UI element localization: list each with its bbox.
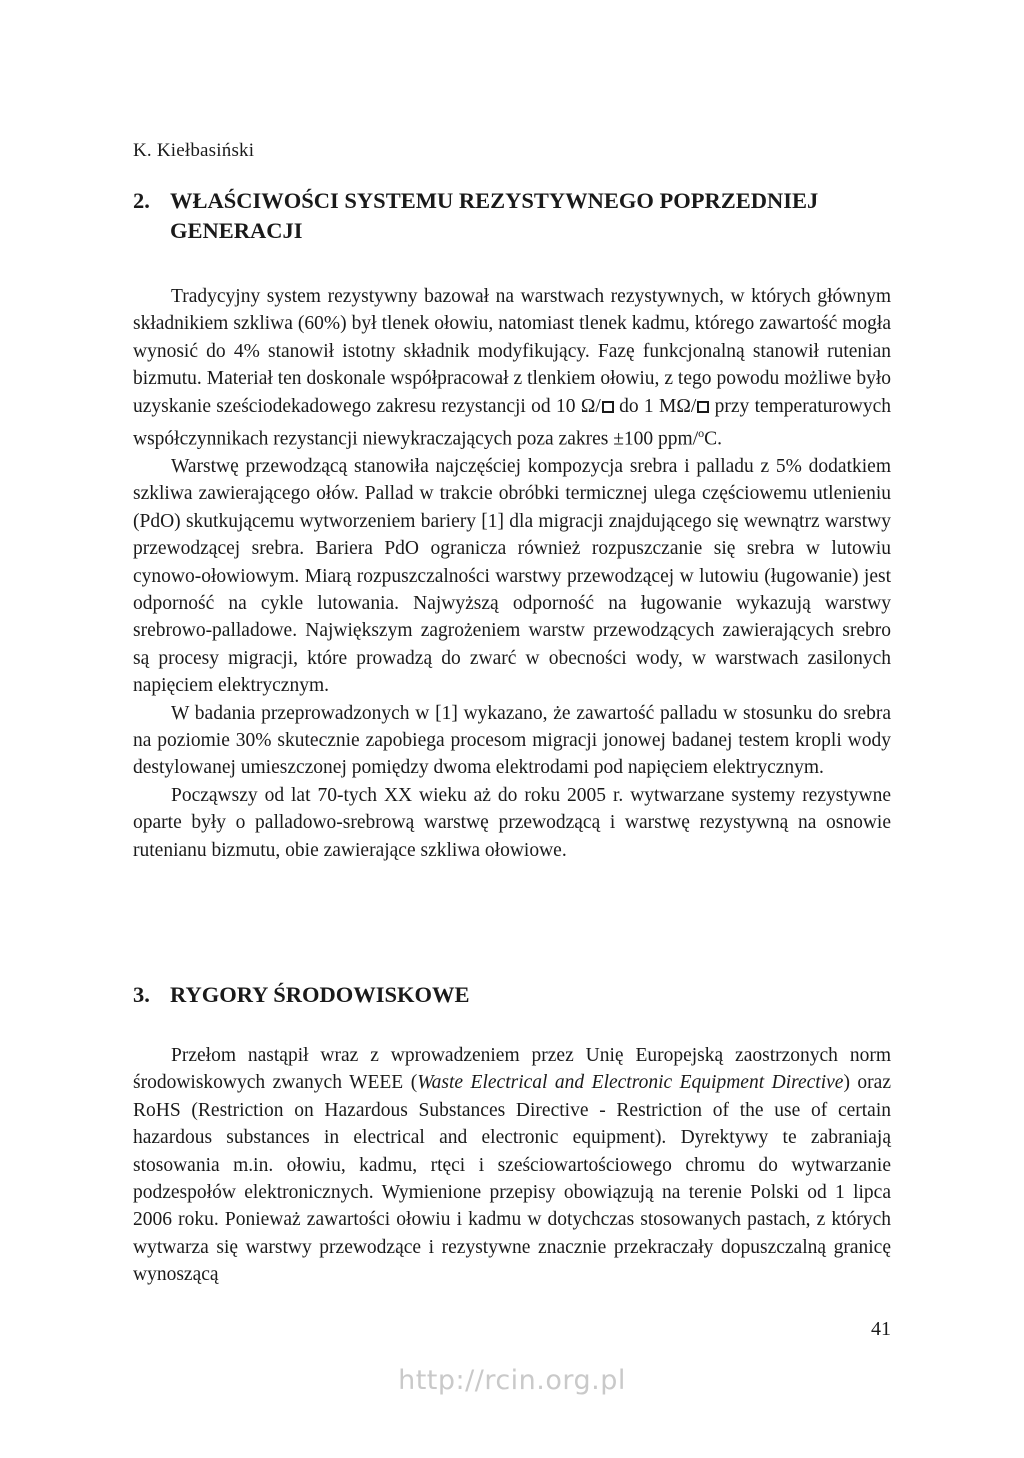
section-3-number: 3. [133,982,150,1007]
section-3-heading [133,980,891,1010]
section-2-title: WŁAŚCIWOŚCI SYSTEMU REZYSTYWNEGO POPRZEDNIEJ GENERACJI [170,188,819,243]
section-2-paragraph-2: Warstwę przewodzącą stanowiła najczęściej kompozycja srebra i palladu z 5% dodatkiem szkliwa zawierającego ołów. Pallad w trakcie obróbki termicznej ulega częściowemu utlenieniu (PdO) skutkującemu wytworzeniem bariery [1] dla migracji znajdującego się wewnątrz warstwy przewodzącej srebra. Bariera PdO ogranicza również rozpuszczanie się srebra w lutowiu cynowo-ołowiowym. Miarą rozpuszczalności warstwy przewodzącej w lutowiu (ługowanie) jest odporność na cykle lutowania. Najwyższą odporność na ługowanie wykazują warstwy srebrowo-palladowe. Największym zagrożeniem warstw przewodzących zawierających srebro są procesy migracji, które prowadzą do zwarć w obecności wody, w warstwach zasilonych napięciem elektrycznym. [133,455,891,697]
section-2-number: 2. [133,188,150,213]
square-unit-icon [602,401,614,413]
section-3-body [133,1042,891,1289]
square-unit-icon [697,401,709,413]
section-2-paragraph-3: W badania przeprowadzonych w [1] wykazano, że zawartość palladu w stosunku do srebra na poziomie 30% skutecznie zapobiega procesom migracji jonowej badanej testem kropli wody destylowanej umieszczonej pomiędzy dwoma elektrodami pod napięciem elektrycznym. [133,702,891,779]
section-2-paragraph-4: Począwszy od lat 70-tych XX wieku aż do roku 2005 r. wytwarzane systemy rezystywne oparte były o palladowo-srebrową warstwę przewodzącą i warstwę rezystywną na osnowie rutenianu bizmutu, obie zawierające szkliwa ołowiowe. [133,784,891,861]
page-number: 41 [871,1318,891,1340]
section-3-title: RYGORY ŚRODOWISKOWE [170,982,470,1007]
watermark-url: http://rcin.org.pl [398,1365,626,1396]
running-head-author: K. Kiełbasiński [133,140,255,161]
section-2-paragraph-1: Tradycyjny system rezystywny bazował na warstwach rezystywnych, w których głównym składnikiem szkliwa (60%) był tlenek ołowiu, natomiast tlenek kadmu, którego zawartość mogła wynosić do 4% stanowił istotny składnik modyfikujący. Fazę funkcjonalną stanowił rutenian bizmutu. Materiał ten doskonale współpracował z tlenkiem ołowiu, z tego powodu możliwe było uzyskanie sześciodekadowego zakresu rezystancji od 10 Ω/ do 1 MΩ/ przy temperaturowych współczynnikach rezystancji niewykraczających poza zakres ±100 ppm/$^o$C. [133,286,892,450]
section-2-body [133,283,891,864]
section-3-paragraph-1: Przełom nastąpił wraz z wprowadzeniem przez Unię Europejską zaostrzonych norm środowiskowych zwanych WEEE (Waste Electrical and Electronic Equipment Directive) oraz RoHS (Restriction on Hazardous Substances Directive - Restriction of the use of certain hazardous substances in electrical and electronic equipment). Dyrektywy te zabraniają stosowania m.in. ołowiu, kadmu, rtęci i sześciowartościowego chromu do wytwarzanie podzespołów elektronicznych. Wymienione przepisy obowiązują na terenie Polski od 1 lipca 2006 roku. Ponieważ zawartości ołowiu i kadmu w dotychczas stosowanych pastach, z których wytwarza się warstwy przewodzące i rezystywne znacznie przekraczały dopuszczalną granicę wynoszącą [133,1045,891,1286]
section-2-heading [133,186,891,246]
